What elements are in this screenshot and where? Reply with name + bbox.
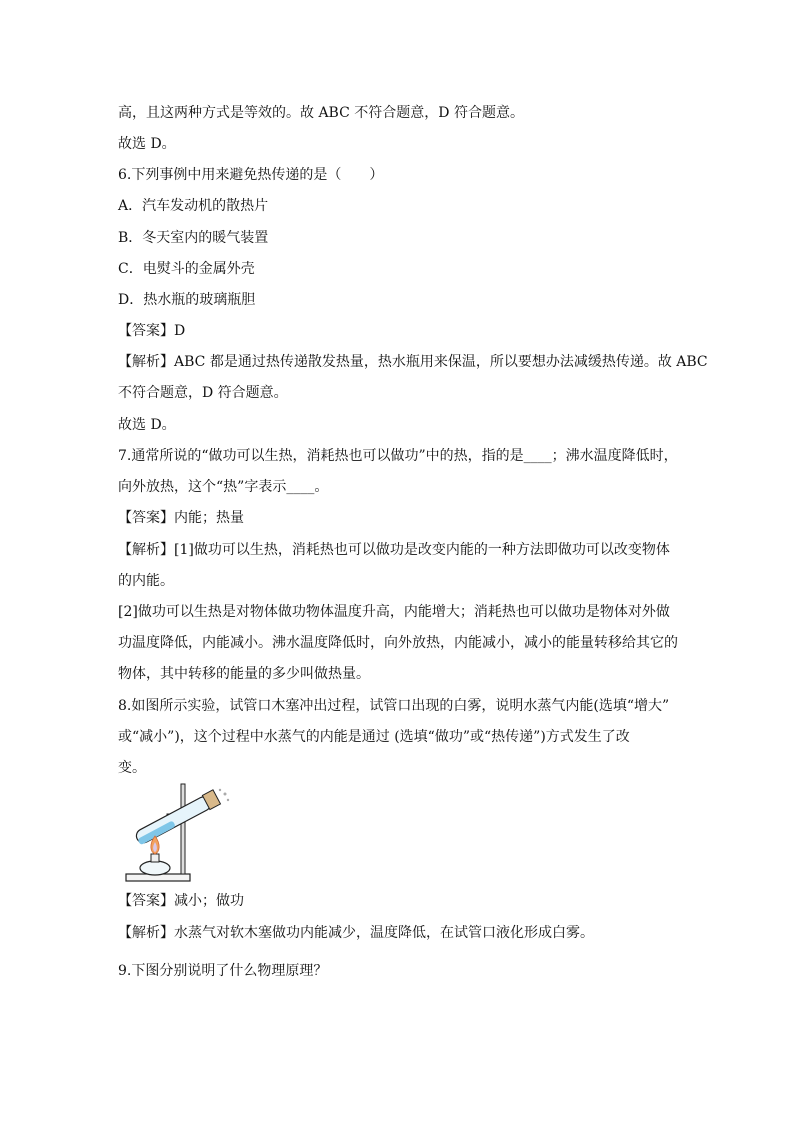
text-line: 故选 D。 [118,136,176,152]
question-8: 8.如图所示实验，试管口木塞冲出过程，试管口出现的白雾，说明水蒸气内能(选填“增大” [118,698,670,714]
answer-7: 【答案】内能；热量 [118,510,244,526]
option-a: A．汽车发动机的散热片 [118,198,269,214]
text-line: 功温度降低，内能减小。沸水温度降低时，向外放热，内能减小，减小的能量转移给其它的 [118,635,678,651]
text-line: 不符合题意，D 符合题意。 [118,385,288,401]
question-6: 6.下列事例中用来避免热传递的是（ ） [118,167,384,183]
text-line: 高，且这两种方式是等效的。故 ABC 不符合题意，D 符合题意。 [118,105,524,121]
analysis-6: 【解析】ABC 都是通过热传递散发热量，热水瓶用来保温，所以要想办法减缓热传递。故 ABC [118,354,708,370]
text-line: 的内能。 [118,573,174,589]
analysis-7: 【解析】[1]做功可以生热，消耗热也可以做功是改变内能的一种方法即做功可以改变物体 [118,542,670,558]
question-9: 9.下图分别说明了什么物理原理？ [118,963,328,979]
text-line: 故选 D。 [118,417,176,433]
answer-8: 【答案】减小；做功 [118,893,244,909]
analysis-8: 【解析】水蒸气对软木塞做功内能减少，温度降低，在试管口液化形成白雾。 [118,925,594,941]
option-d: D．热水瓶的玻璃瓶胆 [118,292,256,308]
option-b: B．冬天室内的暖气装置 [118,230,269,246]
answer-6: 【答案】D [118,323,186,339]
test-tube-experiment-figure [122,780,232,884]
question-7: 7.通常所说的“做功可以生热，消耗热也可以做功”中的热，指的是____；沸水温度降低时， [118,448,678,464]
text-line: 或“减小”)，这个过程中水蒸气的内能是通过 (选填“做功”或“热传递”)方式发生了改 [118,729,630,745]
text-line: 向外放热，这个“热”字表示____。 [118,479,329,495]
text-line: [2]做功可以生热是对物体做功物体温度升高，内能增大；消耗热也可以做功是物体对外做 [118,604,670,620]
option-c: C．电熨斗的金属外壳 [118,261,255,277]
text-line: 变。 [118,760,146,776]
text-line: 物体，其中转移的能量的多少叫做热量。 [118,666,370,682]
